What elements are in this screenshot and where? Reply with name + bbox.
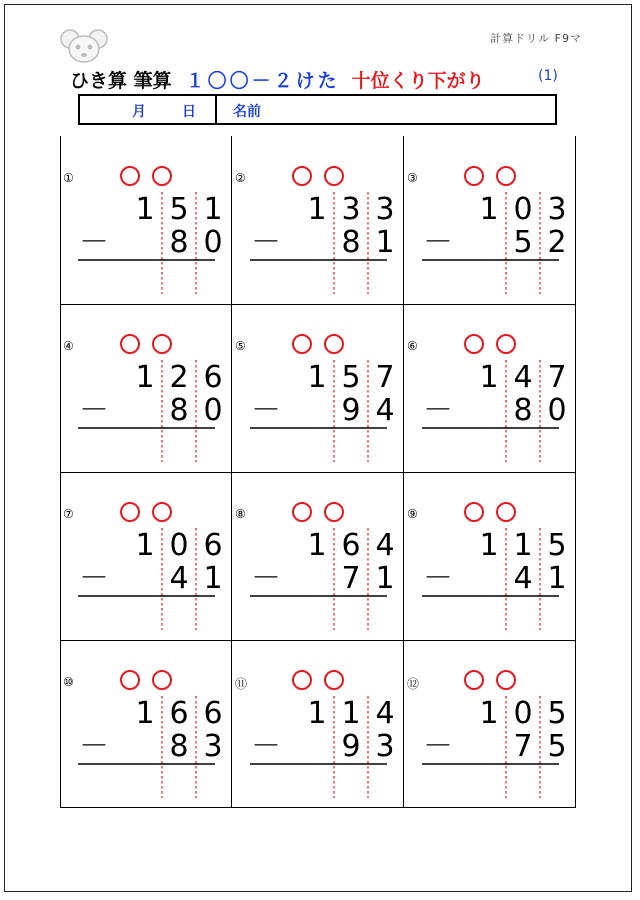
problem-work bbox=[404, 136, 576, 304]
subtrahend-digit: 3 bbox=[203, 729, 223, 764]
problem-cell bbox=[60, 136, 232, 304]
borrow-circle bbox=[465, 335, 483, 353]
minuend-digit: 2 bbox=[169, 360, 189, 395]
borrow-circle bbox=[293, 671, 311, 689]
borrow-circle bbox=[293, 503, 311, 521]
sheet-number: (1) bbox=[538, 68, 558, 84]
borrow-circle bbox=[153, 167, 171, 185]
borrow-circle bbox=[465, 671, 483, 689]
borrow-circle bbox=[293, 335, 311, 353]
subtrahend-digit: 7 bbox=[341, 561, 361, 596]
borrow-circle bbox=[497, 503, 515, 521]
subtrahend-digit: 8 bbox=[513, 393, 533, 428]
minus-sign: － bbox=[79, 225, 109, 260]
borrow-circle bbox=[153, 503, 171, 521]
subtrahend-digit: 4 bbox=[375, 393, 395, 428]
minuend-digit: 4 bbox=[375, 696, 395, 731]
title-problem-type: １〇〇－２けた bbox=[185, 70, 340, 92]
subtrahend-digit: 5 bbox=[513, 225, 533, 260]
name-box-divider bbox=[215, 96, 217, 123]
problem-cell bbox=[232, 472, 404, 640]
problem-cell bbox=[404, 472, 576, 640]
name-label: 名前 bbox=[233, 104, 261, 120]
minuend-digit: 0 bbox=[513, 696, 533, 731]
minus-sign: － bbox=[423, 561, 453, 596]
minuend-digit: 1 bbox=[307, 528, 327, 563]
minuend-digit: 7 bbox=[375, 360, 395, 395]
problem-number: ⑪ bbox=[235, 677, 248, 691]
minuend-digit: 1 bbox=[479, 696, 499, 731]
borrow-circle bbox=[465, 167, 483, 185]
minus-sign: － bbox=[423, 225, 453, 260]
subtrahend-digit: 0 bbox=[203, 393, 223, 428]
name-box bbox=[78, 94, 557, 125]
minuend-digit: 1 bbox=[479, 192, 499, 227]
minuend-digit: 1 bbox=[307, 696, 327, 731]
minus-sign: － bbox=[79, 561, 109, 596]
minuend-digit: 1 bbox=[307, 360, 327, 395]
borrow-circle bbox=[325, 167, 343, 185]
subtrahend-digit: 9 bbox=[341, 729, 361, 764]
minus-sign: － bbox=[251, 561, 281, 596]
brand-label: 計算ドリル F9マ bbox=[490, 32, 582, 45]
minuend-digit: 1 bbox=[135, 528, 155, 563]
day-label: 日 bbox=[182, 104, 196, 120]
problem-cell bbox=[60, 472, 232, 640]
borrow-circle bbox=[121, 167, 139, 185]
minuend-digit: 6 bbox=[203, 360, 223, 395]
minuend-digit: 4 bbox=[513, 360, 533, 395]
subtrahend-digit: 8 bbox=[341, 225, 361, 260]
subtrahend-digit: 1 bbox=[375, 561, 395, 596]
minuend-digit: 0 bbox=[513, 192, 533, 227]
problem-cell bbox=[232, 136, 404, 304]
mouse-face-icon bbox=[60, 28, 108, 64]
problem-work bbox=[404, 640, 576, 808]
borrow-circle bbox=[497, 167, 515, 185]
subtrahend-digit: 7 bbox=[513, 729, 533, 764]
month-label: 月 bbox=[132, 104, 146, 120]
minuend-digit: 6 bbox=[203, 528, 223, 563]
problem-number: ⑨ bbox=[407, 507, 418, 521]
problem-cell bbox=[404, 136, 576, 304]
subtrahend-digit: 4 bbox=[513, 561, 533, 596]
subtrahend-digit: 9 bbox=[341, 393, 361, 428]
minuend-digit: 1 bbox=[203, 192, 223, 227]
problem-work bbox=[60, 304, 232, 472]
minuend-digit: 1 bbox=[135, 192, 155, 227]
subtrahend-digit: 8 bbox=[169, 225, 189, 260]
problem-work bbox=[232, 472, 404, 640]
borrow-circle bbox=[325, 671, 343, 689]
problem-work bbox=[232, 304, 404, 472]
minuend-digit: 1 bbox=[135, 360, 155, 395]
minuend-digit: 5 bbox=[547, 528, 567, 563]
problem-number: ③ bbox=[407, 171, 418, 185]
problem-cell bbox=[232, 304, 404, 472]
subtrahend-digit: 4 bbox=[169, 561, 189, 596]
problem-cell bbox=[232, 640, 404, 808]
subtrahend-digit: 0 bbox=[547, 393, 567, 428]
minuend-digit: 1 bbox=[479, 528, 499, 563]
minus-sign: － bbox=[423, 729, 453, 764]
subtrahend-digit: 1 bbox=[203, 561, 223, 596]
borrow-circle bbox=[325, 335, 343, 353]
title-borrow-type: 十位くり下がり bbox=[351, 70, 485, 92]
problem-work bbox=[232, 640, 404, 808]
minuend-digit: 5 bbox=[547, 696, 567, 731]
problem-work bbox=[60, 640, 232, 808]
problem-cell bbox=[60, 640, 232, 808]
minuend-digit: 1 bbox=[513, 528, 533, 563]
minuend-digit: 0 bbox=[169, 528, 189, 563]
problem-work bbox=[404, 472, 576, 640]
problem-number: ⑥ bbox=[407, 339, 418, 353]
minuend-digit: 4 bbox=[375, 528, 395, 563]
minus-sign: － bbox=[251, 393, 281, 428]
problem-number: ⑫ bbox=[407, 677, 420, 691]
problem-number: ④ bbox=[63, 339, 74, 353]
problem-cell bbox=[60, 304, 232, 472]
subtrahend-digit: 5 bbox=[547, 729, 567, 764]
minuend-digit: 6 bbox=[203, 696, 223, 731]
problem-number: ⑦ bbox=[63, 507, 74, 521]
subtrahend-digit: 8 bbox=[169, 729, 189, 764]
borrow-circle bbox=[121, 335, 139, 353]
minuend-digit: 3 bbox=[547, 192, 567, 227]
problem-cell bbox=[404, 640, 576, 808]
minuend-digit: 6 bbox=[169, 696, 189, 731]
minus-sign: － bbox=[423, 393, 453, 428]
borrow-circle bbox=[497, 335, 515, 353]
problem-number: ⑤ bbox=[235, 339, 246, 353]
subtrahend-digit: 3 bbox=[375, 729, 395, 764]
problem-work bbox=[60, 136, 232, 304]
minuend-digit: 6 bbox=[341, 528, 361, 563]
subtrahend-digit: 2 bbox=[547, 225, 567, 260]
problem-grid bbox=[60, 136, 576, 808]
borrow-circle bbox=[153, 671, 171, 689]
minus-sign: － bbox=[79, 729, 109, 764]
problem-work bbox=[404, 304, 576, 472]
borrow-circle bbox=[497, 671, 515, 689]
subtrahend-digit: 8 bbox=[169, 393, 189, 428]
borrow-circle bbox=[121, 503, 139, 521]
minuend-digit: 1 bbox=[307, 192, 327, 227]
title-operation: ひき算 筆算 bbox=[70, 70, 172, 92]
problem-work bbox=[232, 136, 404, 304]
problem-work bbox=[60, 472, 232, 640]
problem-cell bbox=[404, 304, 576, 472]
borrow-circle bbox=[153, 335, 171, 353]
minuend-digit: 3 bbox=[375, 192, 395, 227]
borrow-circle bbox=[465, 503, 483, 521]
problem-number: ⑧ bbox=[235, 507, 246, 521]
borrow-circle bbox=[293, 167, 311, 185]
subtrahend-digit: 0 bbox=[203, 225, 223, 260]
minus-sign: － bbox=[251, 729, 281, 764]
subtrahend-digit: 1 bbox=[375, 225, 395, 260]
page-title bbox=[70, 66, 485, 93]
minuend-digit: 5 bbox=[169, 192, 189, 227]
problem-number: ⑩ bbox=[63, 675, 74, 689]
minus-sign: － bbox=[79, 393, 109, 428]
minuend-digit: 1 bbox=[479, 360, 499, 395]
minuend-digit: 1 bbox=[135, 696, 155, 731]
minuend-digit: 1 bbox=[341, 696, 361, 731]
problem-number: ① bbox=[63, 171, 74, 185]
minus-sign: － bbox=[251, 225, 281, 260]
minuend-digit: 3 bbox=[341, 192, 361, 227]
minuend-digit: 7 bbox=[547, 360, 567, 395]
borrow-circle bbox=[325, 503, 343, 521]
borrow-circle bbox=[121, 671, 139, 689]
subtrahend-digit: 1 bbox=[547, 561, 567, 596]
minuend-digit: 5 bbox=[341, 360, 361, 395]
problem-number: ② bbox=[235, 171, 246, 185]
